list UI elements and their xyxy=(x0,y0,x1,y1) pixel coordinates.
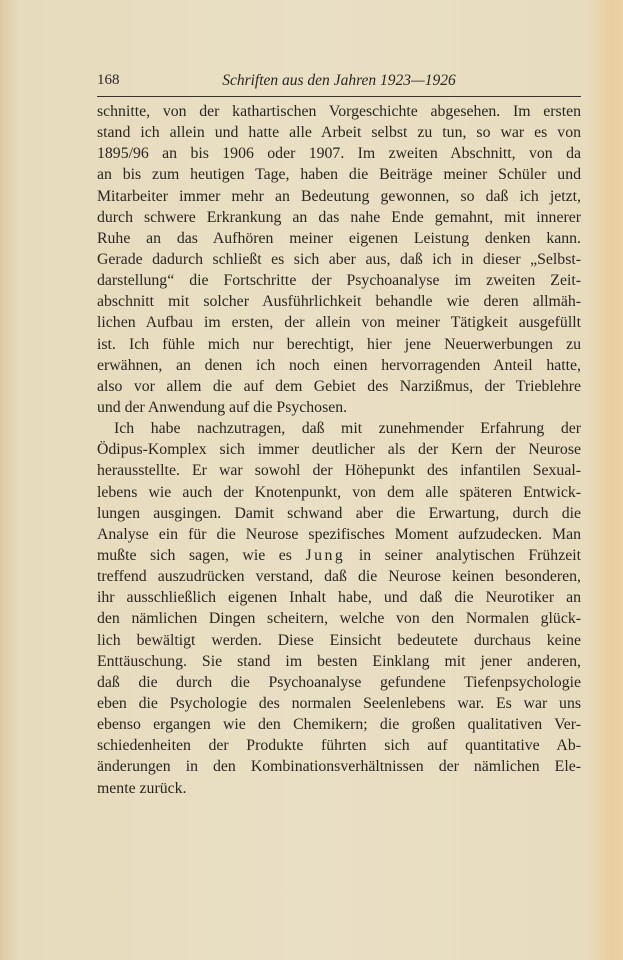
text-line: lungen ausgingen. Damit schwand aber die Erwartung, durch die xyxy=(97,504,581,522)
text-line: Enttäuschung. Sie stand im besten Einklang mit jener anderen, xyxy=(97,652,581,670)
text-line: darstellung“ die Fortschritte der Psychoanalyse im zweiten Zeit- xyxy=(97,272,581,290)
text-line: eben die Psychologie des normalen Seelenlebens war. Es war uns xyxy=(97,694,581,712)
text-line: lich bewältigt werden. Diese Einsicht bedeutete durchaus keine xyxy=(97,631,581,649)
text-line: stand ich allein und hatte alle Arbeit selbst zu tun, so war es von xyxy=(97,124,581,142)
text-line: treffend auszudrücken verstand, daß die Neurose keinen besonderen, xyxy=(97,568,581,586)
text-line: änderungen in den Kombinationsverhältnissen der nämlichen Ele- xyxy=(97,758,581,776)
text-line: daß die durch die Psychoanalyse gefundene Tiefenpsychologie xyxy=(97,673,581,691)
text-line: ihr ausschließlich eigenen Inhalt habe, und daß die Neurotiker an xyxy=(97,589,581,607)
running-head xyxy=(97,70,581,97)
text-line: Ödipus-Komplex sich immer deutlicher als der Kern der Neurose xyxy=(97,441,581,459)
text-line: den nämlichen Dingen scheitern, welche von den Normalen glück- xyxy=(97,610,581,628)
text-line: Analyse ein für die Neurose spezifisches Moment aufzudecken. Man xyxy=(97,525,581,543)
text-line: abschnitt mit solcher Ausführlichkeit behandle wie deren allmäh- xyxy=(97,293,581,311)
text-line: also vor allem die auf dem Gebiet des Narzißmus, der Trieblehre xyxy=(97,377,581,395)
text-line: Ruhe an das Aufhören meiner eigenen Leistung denken kann. xyxy=(97,229,581,247)
text-line: erwähnen, an denen ich noch einen hervorragenden Anteil hatte, xyxy=(97,356,581,374)
text-line: schnitte, von der kathartischen Vorgeschichte abgesehen. Im ersten xyxy=(97,103,581,120)
text-line: an bis zum heutigen Tage, haben die Beiträge meiner Schüler und xyxy=(97,166,581,184)
text-line: 1895/96 an bis 1906 oder 1907. Im zweiten Abschnitt, von da xyxy=(97,145,581,163)
text-line: schiedenheiten der Produkte führten sich auf quantitative Ab- xyxy=(97,737,581,755)
text-line: ist. Ich fühle mich nur berechtigt, hier jene Neuerwerbungen zu xyxy=(97,335,581,353)
text-line: Mitarbeiter immer mehr an Bedeutung gewonnen, so daß ich jetzt, xyxy=(97,187,581,205)
text-line: herausstellte. Er war sowohl der Höhepunkt des infantilen Sexual- xyxy=(97,462,581,480)
paragraph-2 xyxy=(97,418,581,799)
text-line: lichen Aufbau im ersten, der allein von meiner Tätigkeit ausgefüllt xyxy=(97,314,581,332)
text-line: mente zurück. xyxy=(97,779,187,797)
paragraph-1 xyxy=(97,101,581,418)
page-number: 168 xyxy=(97,72,120,88)
text-line: und der Anwendung auf die Psychosen. xyxy=(97,398,348,416)
text-line: Gerade dadurch schließt es sich aber aus, daß ich in dieser „Selbst- xyxy=(97,250,581,268)
spaced-emphasis-name: Jung xyxy=(305,546,346,564)
body-text xyxy=(97,101,581,799)
text-line: mußte sich sagen, wie es Jung in seiner analytischen Frühzeit xyxy=(97,546,582,564)
text-line: durch schwere Erkrankung an das nahe Ende gemahnt, mit innerer xyxy=(97,208,581,226)
text-line: ebenso ergangen wie den Chemikern; die großen qualitativen Ver- xyxy=(97,716,581,734)
running-title: Schriften aus den Jahren 1923—1926 xyxy=(222,72,456,89)
text-line: Ich habe nachzutragen, daß mit zunehmender Erfahrung der xyxy=(114,420,581,438)
text-line: lebens wie auch der Knotenpunkt, von dem alle späteren Entwick- xyxy=(97,483,581,501)
